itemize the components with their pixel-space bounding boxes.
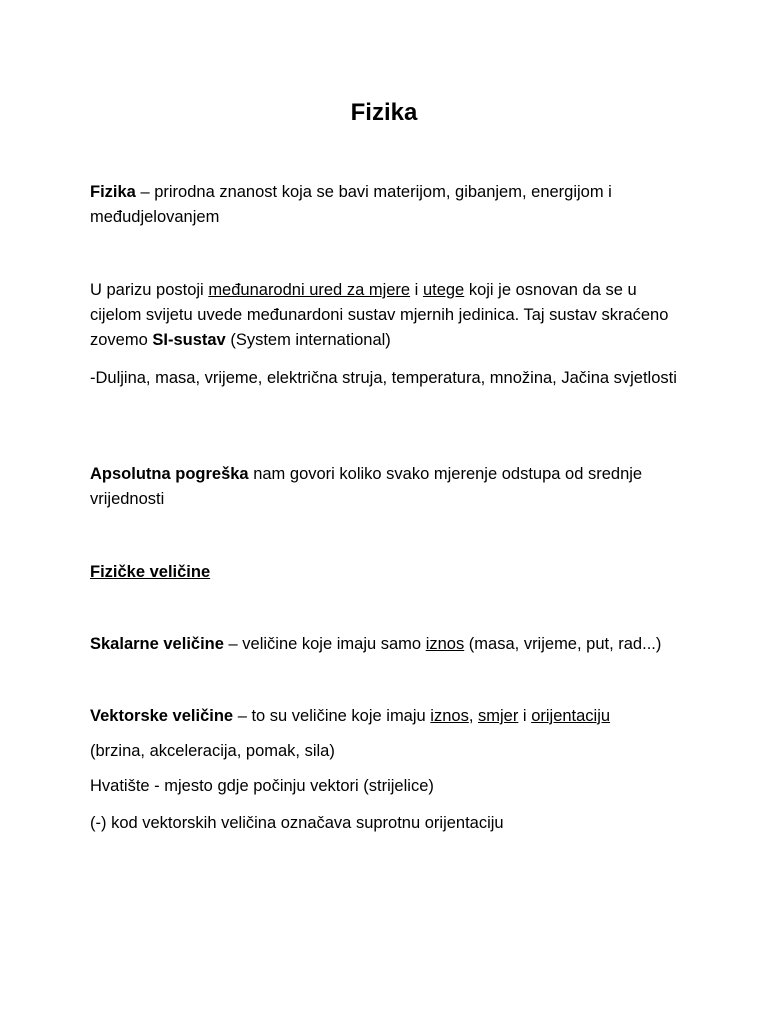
term-apsolutna-pogreska: Apsolutna pogreška bbox=[90, 465, 249, 483]
si-text-4: (System international) bbox=[225, 331, 391, 349]
error-paragraph bbox=[90, 462, 690, 512]
negative-sign-note: (-) kod vektorskih veličina označava suprotnu orijentaciju bbox=[90, 814, 504, 832]
definition-paragraph bbox=[90, 180, 690, 230]
underlined-utege: utege bbox=[422, 281, 465, 299]
hvatiste-definition: Hvatište - mjesto gdje počinju vektori (strijelice) bbox=[90, 777, 434, 795]
underlined-smjer: smjer bbox=[478, 707, 519, 725]
section-heading bbox=[90, 560, 690, 585]
heading-fizicke-velicine: Fizičke veličine bbox=[90, 563, 211, 581]
underlined-ured: međunarodni ured za mjere bbox=[208, 281, 411, 299]
page-title: Fizika bbox=[350, 99, 418, 126]
scalar-text-2: (masa, vrijeme, put, rad...) bbox=[464, 635, 662, 653]
vector-examples: (brzina, akceleracija, pomak, sila) bbox=[90, 742, 335, 760]
scalar-text-1: – veličine koje imaju samo bbox=[223, 635, 426, 653]
underlined-iznos-2: iznos bbox=[430, 707, 469, 725]
underlined-orijentaciju: orijentaciju bbox=[531, 707, 611, 725]
term-vektorske: Vektorske veličine bbox=[90, 707, 234, 725]
si-text-3: koji je osnovan da se u cijelom svijetu uvede međunardoni sustav mjernih jedinica. Taj sustav skraćeno zovemo bbox=[90, 281, 669, 349]
vector-text-3: i bbox=[518, 707, 532, 725]
vector-text-1: – to su veličine koje imaju bbox=[233, 707, 431, 725]
term-skalarne: Skalarne veličine bbox=[90, 635, 224, 653]
underlined-iznos: iznos bbox=[425, 635, 465, 653]
term-si-sustav: SI-sustav bbox=[152, 331, 226, 349]
si-text-2: i bbox=[410, 281, 423, 299]
si-paragraph bbox=[90, 278, 690, 353]
error-text: nam govori koliko svako mjerenje odstupa od srednje vrijednosti bbox=[90, 465, 643, 508]
term-fizika: Fizika bbox=[90, 183, 136, 201]
definition-text: – prirodna znanost koja se bavi materijom, gibanjem, energijom i međudjelovanjem bbox=[90, 183, 612, 226]
si-text-1: U parizu postoji bbox=[90, 281, 209, 299]
vector-text-2: , bbox=[468, 707, 478, 725]
scalar-paragraph bbox=[90, 632, 690, 657]
vector-paragraph bbox=[90, 704, 690, 729]
si-units-list: -Duljina, masa, vrijeme, električna struja, temperatura, množina, Jačina svjetlosti bbox=[90, 369, 677, 387]
